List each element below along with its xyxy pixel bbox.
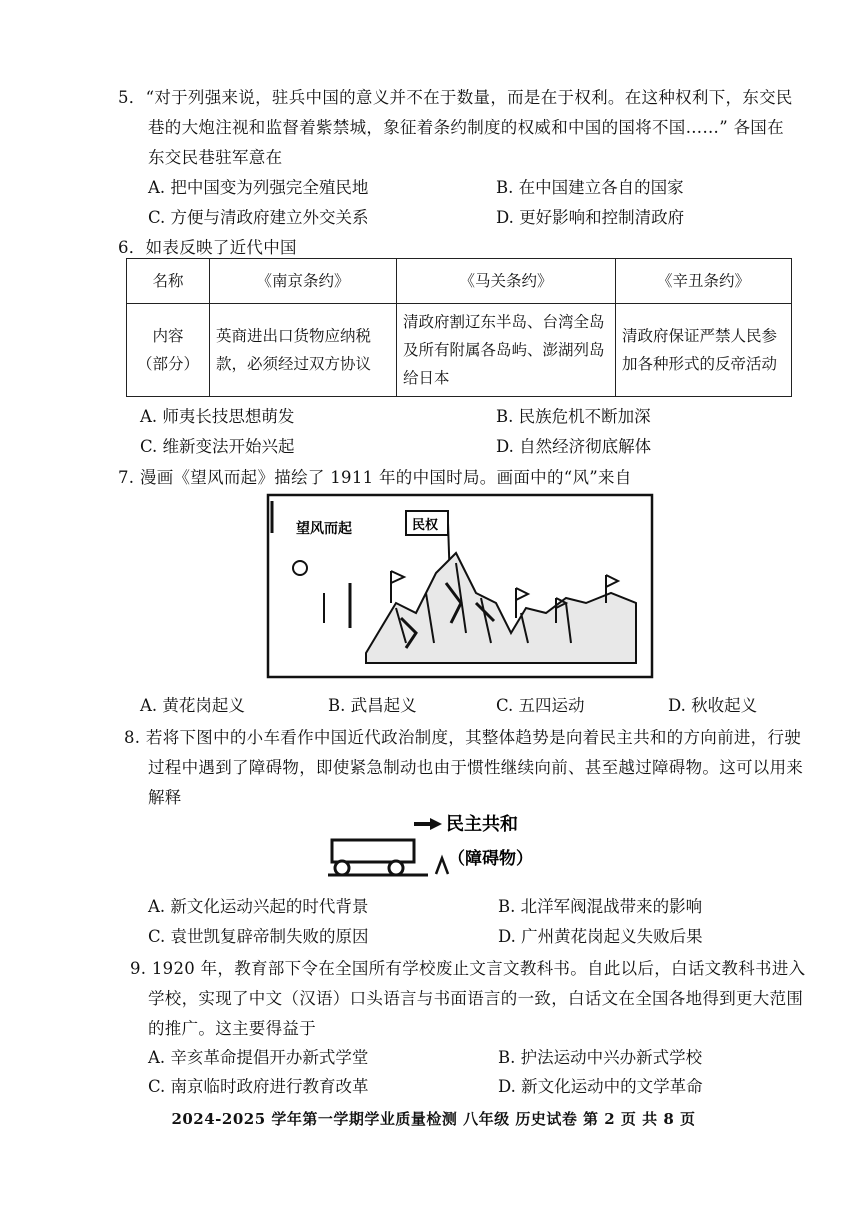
- obstacle-label: （障碍物）: [448, 849, 533, 869]
- q8-option-d: D. 广州黄花岗起义失败后果: [498, 927, 703, 946]
- arrow-label-democracy: 民主共和: [446, 814, 518, 835]
- table-header: 《南京条约》: [210, 259, 397, 304]
- table-header: 名称: [127, 259, 210, 304]
- q6-option-b: B. 民族危机不断加深: [496, 407, 651, 426]
- q5-option-a: A. 把中国变为列强完全殖民地: [148, 178, 369, 197]
- q9-stem-line3: 的推广。这主要得益于: [148, 1019, 316, 1038]
- q7-option-c: C. 五四运动: [496, 696, 585, 715]
- q6-option-d: D. 自然经济彻底解体: [496, 437, 652, 456]
- q8-car-diagram: [328, 812, 548, 878]
- q7-option-b: B. 武昌起义: [328, 696, 417, 715]
- cartoon-title: 望风而起: [296, 521, 352, 537]
- q6-option-c: C. 维新变法开始兴起: [140, 437, 295, 456]
- page-footer: 2024-2025 学年第一学期学业质量检测 八年级 历史试卷 第 2 页 共 8 页: [171, 1110, 696, 1128]
- q8-option-a: A. 新文化运动兴起的时代背景: [148, 897, 369, 916]
- q7-option-d: D. 秋收起义: [668, 696, 758, 715]
- q8-stem-line1: 8. 若将下图中的小车看作中国近代政治制度，其整体趋势是向着民主共和的方向前进，行驶: [124, 728, 802, 747]
- q8-option-b: B. 北洋军阀混战带来的影响: [498, 897, 703, 916]
- q9-stem-line2: 学校，实现了中文（汉语）口头语言与书面语言的一致，白话文在全国各地得到更大范围: [148, 989, 804, 1008]
- table-cell: 清政府保证严禁人民参加各种形式的反帝活动: [616, 304, 792, 397]
- q5-option-b: B. 在中国建立各自的国家: [496, 178, 684, 197]
- q8-stem-line3: 解释: [148, 788, 182, 807]
- q6-option-a: A. 师夷长技思想萌发: [140, 407, 295, 426]
- q9-option-b: B. 护法运动中兴办新式学校: [498, 1048, 703, 1067]
- table-header: 《马关条约》: [397, 259, 616, 304]
- table-cell: 英商进出口货物应纳税款，必须经过双方协议: [210, 304, 397, 397]
- table-cell: 清政府割辽东半岛、台湾全岛及所有附属各岛屿、澎湖列岛给日本: [397, 304, 616, 397]
- q7-stem: 7. 漫画《望风而起》描绘了 1911 年的中国时局。画面中的“风”来自: [118, 468, 632, 487]
- q6-stem: 6．如表反映了近代中国: [118, 238, 297, 257]
- table-row-label: 内容 （部分）: [127, 304, 210, 397]
- q7-option-a: A. 黄花岗起义: [140, 696, 245, 715]
- q8-option-c: C. 袁世凯复辟帝制失败的原因: [148, 927, 369, 946]
- q7-cartoon-image: [266, 493, 654, 679]
- q9-stem-line1: 9. 1920 年，教育部下令在全国所有学校废止文言文教科书。自此以后，白话文教科书进入: [130, 959, 806, 978]
- q5-option-d: D. 更好影响和控制清政府: [496, 208, 685, 227]
- q5-option-c: C. 方便与清政府建立外交关系: [148, 208, 369, 227]
- q5-stem-line1: 5．“对于列强来说，驻兵中国的意义并不在于数量，而是在于权利。在这种权利下，东交民: [118, 88, 793, 107]
- q5-stem-line3: 东交民巷驻军意在: [148, 148, 283, 167]
- cartoon-flag-label: 民权: [412, 518, 439, 533]
- q5-stem-line2: 巷的大炮注视和监督着紫禁城，象征着条约制度的权威和中国的国将不国……” 各国在: [148, 118, 784, 137]
- q8-stem-line2: 过程中遇到了障碍物，即使紧急制动也由于惯性继续向前、甚至越过障碍物。这可以用来: [148, 758, 804, 777]
- q6-treaty-table: [126, 258, 792, 397]
- q9-option-c: C. 南京临时政府进行教育改革: [148, 1077, 369, 1096]
- q9-option-d: D. 新文化运动中的文学革命: [498, 1077, 703, 1096]
- q9-option-a: A. 辛亥革命提倡开办新式学堂: [148, 1048, 369, 1067]
- table-header: 《辛丑条约》: [616, 259, 792, 304]
